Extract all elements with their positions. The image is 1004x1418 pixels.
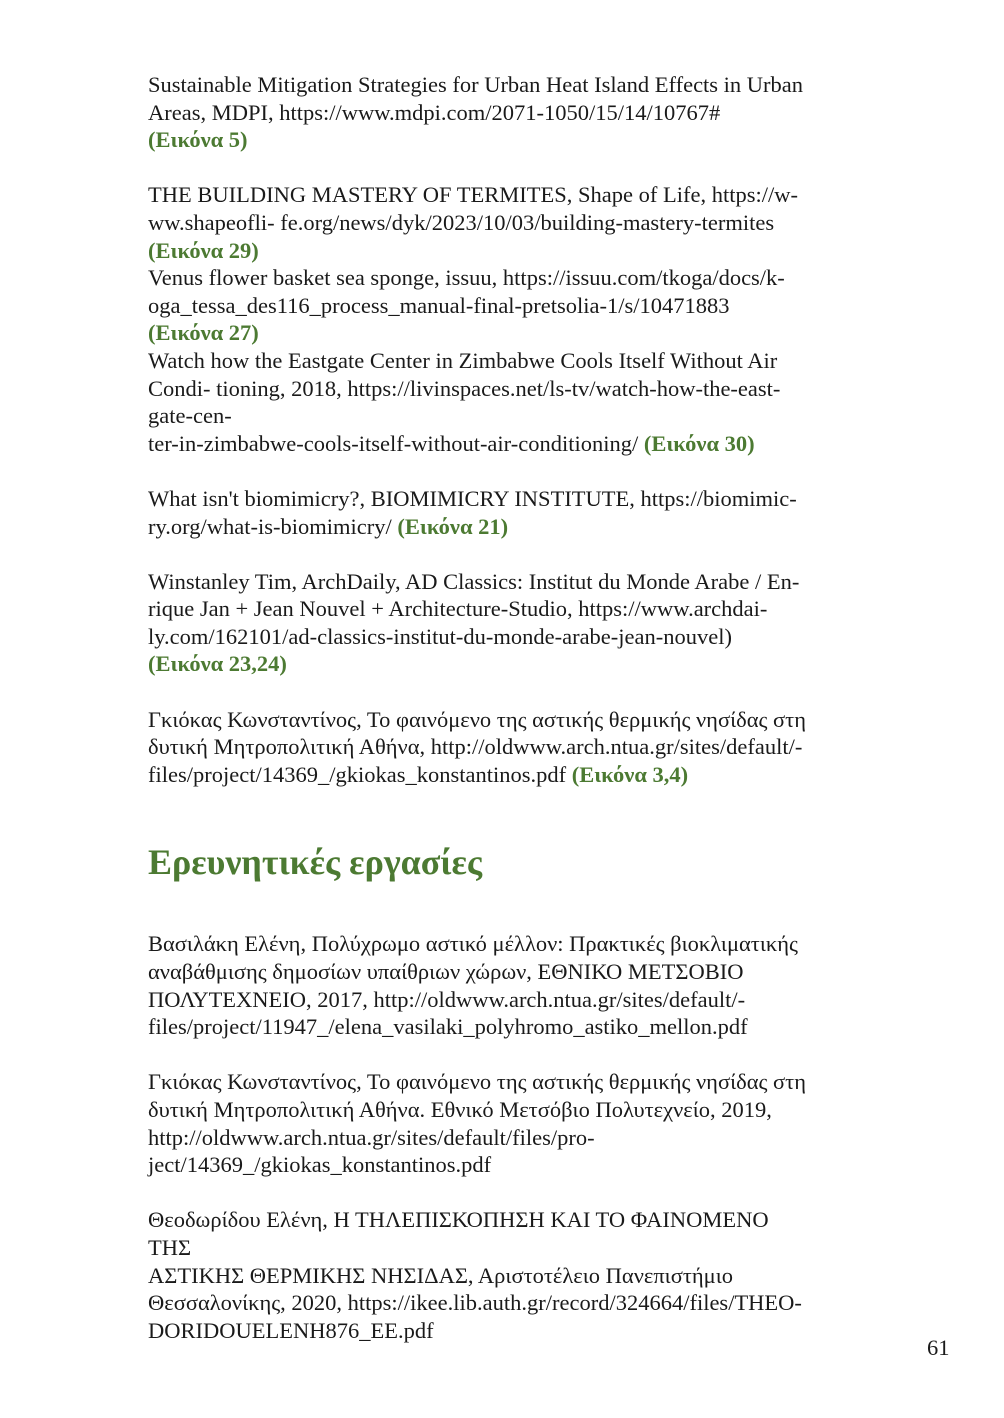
reference-line: Venus flower basket sea sponge, issuu, https://issuu.com/tkoga/docs/k- <box>148 265 785 291</box>
reference-line: oga_tessa_des116_process_manual-final-pretsolia-1/s/10471883 <box>148 292 730 318</box>
reference-line: Watch how the Eastgate Center in Zimbabwe Cools Itself Without Air <box>148 347 778 373</box>
research-entry <box>148 930 860 1040</box>
research-entry <box>148 1068 860 1178</box>
reference-line: What isn't biomimicry?, BIOMIMICRY INSTITUTE, https://biomimic- <box>148 485 797 511</box>
reference-entry <box>148 485 860 540</box>
page-number: 61 <box>927 1335 950 1360</box>
figure-reference: (Εικόνα 29) <box>148 237 259 263</box>
reference-line: ΑΣΤΙΚΗΣ ΘΕΡΜΙΚΗΣ ΝΗΣΙΔΑΣ, Αριστοτέλειο Πανεπιστήμιο <box>148 1262 734 1288</box>
reference-entry <box>148 71 860 154</box>
reference-line: http://oldwww.arch.ntua.gr/sites/default/files/pro- <box>148 1124 595 1150</box>
reference-entry <box>148 181 860 264</box>
reference-line: αναβάθμισης δημοσίων υπαίθριων χώρων, ΕΘΝΙΚΟ ΜΕΤΣΟΒΙΟ <box>148 959 744 985</box>
reference-line-with-figure <box>148 513 860 541</box>
reference-line: rique Jan + Jean Nouvel + Architecture-Studio, https://www.archdai- <box>148 596 768 622</box>
reference-entry <box>148 264 860 347</box>
figure-reference: (Εικόνα 23,24) <box>148 651 287 677</box>
figure-reference: (Εικόνα 27) <box>148 320 259 346</box>
reference-line-with-figure <box>148 761 860 789</box>
reference-line: Sustainable Mitigation Strategies for Urban Heat Island Effects in Urban <box>148 72 804 97</box>
reference-text: files/project/14369_/gkiokas_konstantinos.pdf <box>148 761 567 787</box>
reference-line: ject/14369_/gkiokas_konstantinos.pdf <box>148 1152 492 1178</box>
reference-line: ΠΟΛΥΤΕΧΝΕΙΟ, 2017, http://oldwww.arch.ntua.gr/sites/default/- <box>148 986 746 1012</box>
figure-reference: (Εικόνα 3,4) <box>571 761 689 787</box>
reference-line: DORIDOUELENH876_EE.pdf <box>148 1317 434 1343</box>
reference-entry <box>148 568 860 678</box>
reference-line: Θεσσαλονίκης, 2020, https://ikee.lib.auth.gr/record/324664/files/THEO- <box>148 1290 802 1316</box>
figure-reference: (Εικόνα 21) <box>397 513 509 539</box>
research-entry <box>148 1206 860 1344</box>
reference-line: Θεοδωρίδου Ελένη, Η ΤΗΛΕΠΙΣΚΟΠΗΣΗ ΚΑΙ ΤΟ ΦΑΙΝΟΜΕΝΟ <box>148 1207 769 1233</box>
reference-line: Γκιόκας Κωνσταντίνος, Το φαινόμενο της αστικής θερμικής νησίδας στη <box>148 706 806 732</box>
reference-line: THE BUILDING MASTERY OF TERMITES, Shape of Life, https://w- <box>148 182 798 208</box>
section-heading: Ερευνητικές εργασίες <box>148 842 483 883</box>
figure-reference: (Εικόνα 5) <box>148 127 248 153</box>
reference-line: gate-cen- <box>148 403 232 429</box>
reference-line: Areas, MDPI, https://www.mdpi.com/2071-1050/15/14/10767# <box>148 99 721 125</box>
reference-line: files/project/11947_/elena_vasilaki_polyhromo_astiko_mellon.pdf <box>148 1014 748 1040</box>
figure-reference: (Εικόνα 30) <box>643 430 755 456</box>
reference-line: ww.shapeofli- fe.org/news/dyk/2023/10/03/building-mastery-termites <box>148 209 775 235</box>
reference-line: Γκιόκας Κωνσταντίνος, Το φαινόμενο της αστικής θερμικής νησίδας στη <box>148 1069 806 1095</box>
reference-text: ry.org/what-is-biomimicry/ <box>148 513 392 539</box>
page-content <box>148 71 860 1344</box>
reference-line: Condi- tioning, 2018, https://livinspaces.net/ls-tv/watch-how-the-east- <box>148 375 781 401</box>
reference-line: Βασιλάκη Ελένη, Πολύχρωμο αστικό μέλλον: Πρακτικές βιοκλιματικής <box>148 931 798 957</box>
reference-line: δυτική Μητροπολιτική Αθήνα, http://oldwww.arch.ntua.gr/sites/default/- <box>148 734 803 760</box>
reference-line: ly.com/162101/ad-classics-institut-du-monde-arabe-jean-nouvel) <box>148 623 732 649</box>
reference-text: ter-in-zimbabwe-cools-itself-without-air-conditioning/ <box>148 430 639 456</box>
reference-line-with-figure <box>148 430 860 458</box>
reference-entry <box>148 347 860 457</box>
reference-line: δυτική Μητροπολιτική Αθήνα. Εθνικό Μετσόβιο Πολυτεχνείο, 2019, <box>148 1097 772 1122</box>
reference-line: ΤΗΣ <box>148 1234 192 1260</box>
reference-line: Winstanley Tim, ArchDaily, AD Classics: Institut du Monde Arabe / En- <box>148 568 800 594</box>
reference-entry <box>148 706 860 789</box>
